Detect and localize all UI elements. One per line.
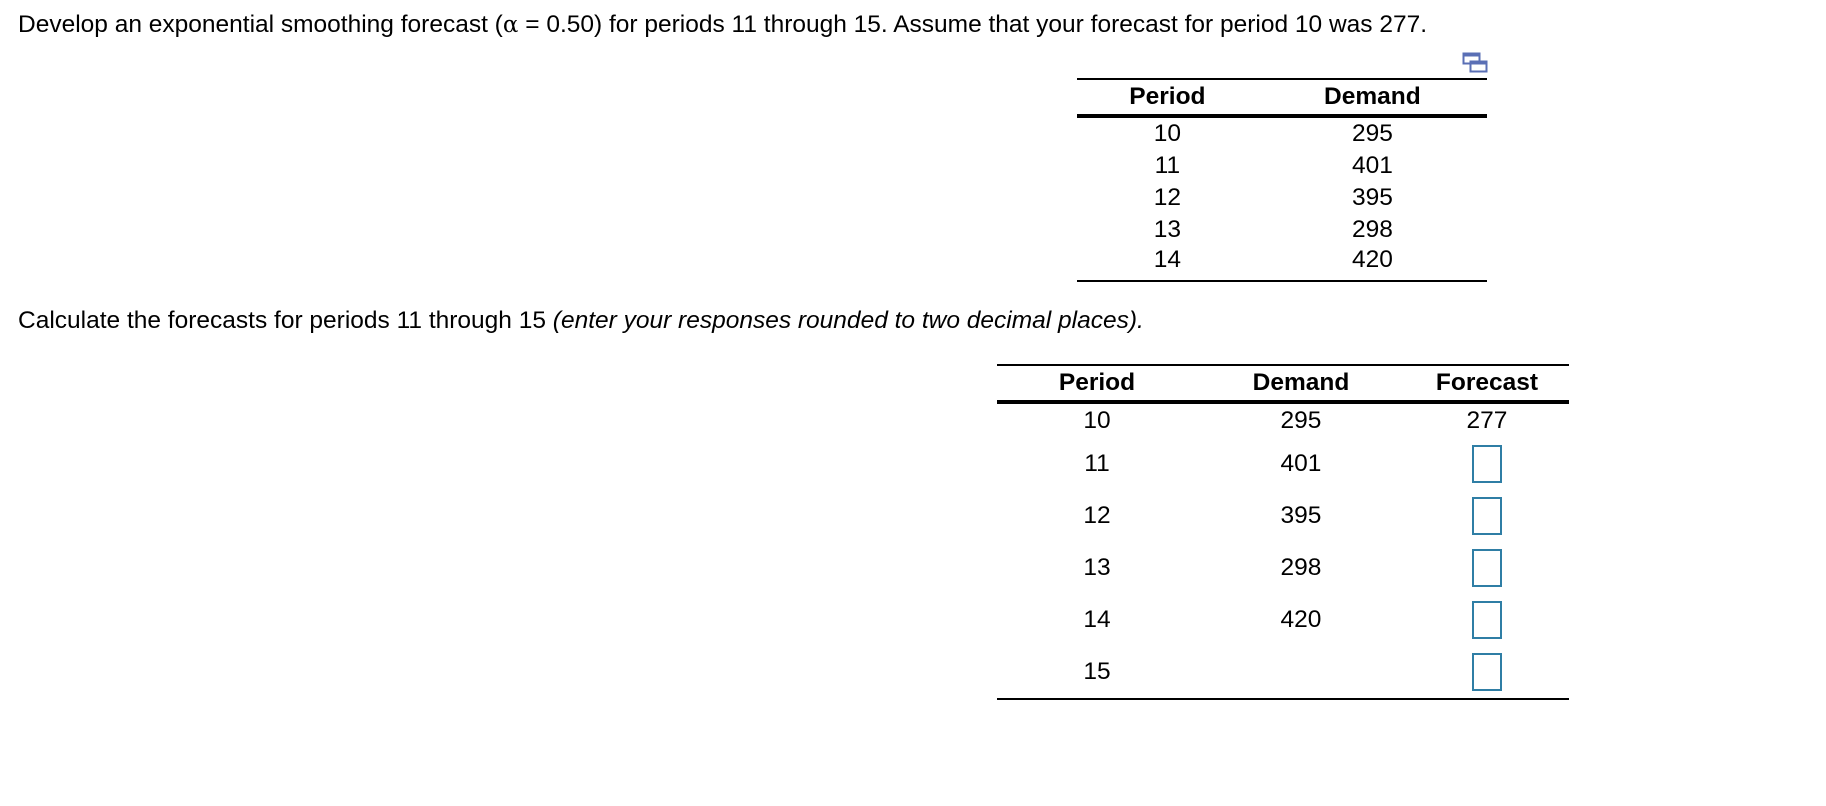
- question-suffix: = 0.50) for periods 11 through 15. Assume that your forecast for period 10 was 277.: [518, 11, 1428, 38]
- period-cell: 13: [1153, 216, 1182, 243]
- demand-cell: 395: [1351, 184, 1393, 211]
- instruction-text: [18, 304, 1144, 338]
- table-row: [997, 594, 1569, 646]
- demand-cell: 295: [1280, 407, 1322, 434]
- period-cell: 10: [1083, 407, 1111, 434]
- demand-cell: [1197, 646, 1405, 699]
- period-header: Period: [1077, 79, 1258, 116]
- forecast-cell: [1405, 594, 1569, 646]
- table-header-row: [997, 365, 1569, 402]
- demand-cell: 420: [1280, 606, 1322, 633]
- question-text: [18, 8, 1427, 42]
- period-cell: 15: [1083, 658, 1111, 685]
- alpha-symbol: α: [502, 12, 519, 38]
- period-header: Period: [997, 365, 1197, 402]
- period-cell: 10: [1153, 120, 1182, 147]
- period-cell: 11: [1154, 152, 1181, 179]
- instruction-note: (enter your responses rounded to two decimal places).: [552, 307, 1144, 334]
- demand-header: Demand: [1258, 79, 1487, 116]
- table-row: [1077, 116, 1487, 150]
- forecast-input-period-11[interactable]: [1472, 445, 1502, 483]
- demand-cell: 401: [1280, 450, 1322, 477]
- demand-data-table: [1077, 78, 1487, 282]
- demand-cell: 298: [1280, 554, 1322, 581]
- demand-cell: 395: [1280, 502, 1322, 529]
- forecast-answer-table: [997, 364, 1569, 700]
- table-row: [997, 646, 1569, 699]
- table-row: [997, 542, 1569, 594]
- demand-cell: 298: [1351, 216, 1393, 243]
- period-cell: 12: [1083, 502, 1111, 529]
- question-prefix: Develop an exponential smoothing forecast (: [18, 11, 503, 38]
- forecast-cell: [1405, 542, 1569, 594]
- demand-cell: 295: [1351, 120, 1393, 147]
- forecast-cell: [1405, 490, 1569, 542]
- forecast-input-period-14[interactable]: [1472, 601, 1502, 639]
- period-cell: 14: [1153, 246, 1182, 273]
- table-header-row: [1077, 79, 1487, 116]
- forecast-input-period-15[interactable]: [1472, 653, 1502, 691]
- demand-cell: 420: [1351, 246, 1393, 273]
- forecast-header: Forecast: [1405, 365, 1569, 402]
- forecast-input-period-12[interactable]: [1472, 497, 1502, 535]
- demand-cell: 401: [1351, 152, 1393, 179]
- demand-header: Demand: [1197, 365, 1405, 402]
- period-cell: 12: [1153, 184, 1182, 211]
- forecast-cell: [1405, 646, 1569, 699]
- table-row: [1077, 214, 1487, 246]
- table-row: [1077, 182, 1487, 214]
- table-row: [997, 402, 1569, 438]
- table-row: [1077, 246, 1487, 281]
- table-row: [1077, 150, 1487, 182]
- table-row: [997, 438, 1569, 490]
- forecast-input-period-13[interactable]: [1472, 549, 1502, 587]
- forecast-cell: 277: [1466, 407, 1508, 434]
- table-row: [997, 490, 1569, 542]
- instruction-main: Calculate the forecasts for periods 11 through 15: [18, 307, 553, 334]
- period-cell: 14: [1083, 606, 1111, 633]
- period-cell: 11: [1084, 450, 1110, 477]
- forecast-cell: [1405, 438, 1569, 490]
- copy-table-icon[interactable]: [1462, 52, 1488, 74]
- period-cell: 13: [1083, 554, 1111, 581]
